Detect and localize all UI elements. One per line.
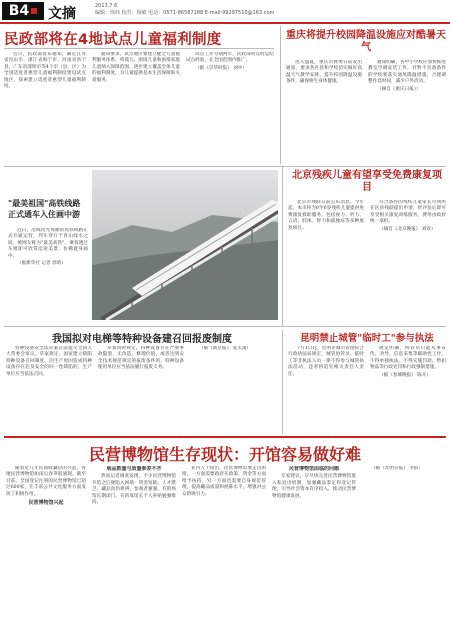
a7-col3	[182, 466, 266, 636]
a6-para-1: 7月1日起，昆明市城市管理综合行政执法局规定，城管协管员、临时工等非执法人员一律不得参与城管执法活动，违者将追究相关责任人责任。	[288, 346, 364, 377]
a3-col2	[370, 200, 446, 320]
col-divider-top	[280, 26, 281, 164]
header-editor: 编辑：徐炜 校对：杨敏 电话：0571-86587188 E-mail:99297510@163.com	[95, 10, 275, 16]
a7-subhead-1: 民营博物馆兴起	[28, 500, 64, 507]
a7-col1	[6, 466, 86, 636]
a7-para-1: 随着近几年民间收藏热的兴起，各地民营博物馆如雨后春笋般涌现。截至目前，全国登记注册的民营博物馆已超过600家，在丰富公共文化服务方面发挥了积极作用。	[6, 466, 86, 497]
a1-source: （据《京华时报》 刘中）	[195, 65, 247, 71]
a1-col3	[186, 52, 274, 160]
a5-para-1: 特种设备安全法草案日前提交全国人大常委会审议。草案规定，国家建立缺陷特种设备召回制度，因生产原因造成特种设备存在危及安全的同一性缺陷的，生产单位应当依法召回。	[6, 346, 92, 377]
a7-col2	[92, 466, 176, 636]
a7-subhead-3: 民营博物馆面临的问题	[288, 466, 339, 472]
a5-col3	[190, 346, 278, 432]
a4-source: （据新华社 记者 郭勇）	[17, 261, 66, 267]
a7-subhead-2: 展品数量与质量参差不齐	[106, 466, 162, 472]
a4-text	[8, 228, 88, 308]
a1-headline: 民政部将在4地试点儿童福利制度	[4, 32, 222, 48]
a2-para-2: 通知明确，各中小学校应加快推进教室空调安装工作，对暂不具备条件的学校要落实通风降温措施，合理调整作息时间，减少户外活动。	[368, 60, 446, 85]
a6-col2	[370, 346, 446, 432]
train-photo-icon	[92, 170, 278, 320]
a6-para-2: 规定明确，协管员只能从事宣传、劝导、信息采集等辅助性工作，不得单独执法，不得实施罚款、暂扣物品等行政处罚和行政强制措施。	[370, 346, 446, 371]
a2-col1	[286, 60, 362, 160]
col-divider-mid	[282, 166, 283, 326]
col-divider-low	[282, 330, 283, 434]
a5-para-2: 草案同时规定，特种设备存在严重事故隐患，无改造、修理价值，或者达到安全技术规范规定的报废条件的，特种设备使用单位应当依法履行报废义务。	[98, 346, 184, 371]
header-rule	[0, 22, 450, 24]
header-date: 2013.7.6	[95, 3, 118, 9]
section-name: 文摘	[48, 6, 76, 22]
photo-caption-headline: "最美祖国"高铁线路正式通车入住画中游	[8, 199, 81, 219]
a7-col5	[362, 466, 446, 636]
header-meta	[95, 3, 274, 17]
a2-para-1: 进入盛夏，重庆市教委日前发出通知，要求各区县和学校切实做好高温天气教学安排，提升校园降温设施条件，确保师生身体健康。	[286, 60, 362, 85]
row-divider-2	[4, 326, 446, 327]
a1-col2	[92, 52, 180, 160]
a7-col4	[272, 466, 356, 636]
a1-para-3: 试点工作为期两年，民政部将及时总结试点经验，在全国范围内推广。	[186, 52, 274, 64]
row-divider-1	[4, 166, 446, 167]
a5-col2	[98, 346, 184, 432]
a6-source: （据《春城晚报》 陈卉）	[379, 372, 431, 378]
header-marker-icon	[31, 8, 37, 14]
a3-headline: 北京残疾儿童有望享受免费康复项目	[292, 170, 442, 193]
feature-rule	[4, 436, 446, 438]
page-code-badge: B4	[2, 2, 44, 20]
a3-para-1: 北京市残联日前公布消息，今年起，本市将为0至6岁残疾儿童提供免费康复救助服务，包括视力、听力、言语、肢体、智力和孤独症等多种康复项目。	[288, 200, 364, 231]
a2-col2	[368, 60, 446, 160]
a7-para-3: 业内人士指出，民营博物馆要走出困境，一方面需要政府在政策、资金等方面给予扶持，另一方面也需要自身规范管理，提高藏品质量和展陈水平，增强对公众的吸引力。	[182, 466, 266, 497]
a7-headline: 民营博物馆生存现状：开馆容易做好难	[88, 445, 361, 464]
a7-source: （据《光明日报》 李韵）	[371, 466, 423, 471]
page-header	[0, 0, 450, 22]
a7-para-4: 专家建议，应尽快完善民营博物馆准入和退出机制，加强藏品鉴定和登记管理，引导社会资本有序投入，推动民营博物馆健康发展。	[272, 474, 356, 499]
a4-para-1: 近日，沿线风光秀丽的高铁线路正式开通运营，列车穿行于青山绿水之间，被网友称为"最美高铁"。乘客透过车窗即可欣赏沿途美景，仿佛置身画中。	[8, 228, 88, 259]
a3-source: （摘自《北京晚报》 刘欢）	[379, 226, 436, 232]
a2-source: （摘自《重庆日报》）	[377, 86, 421, 92]
a1-para-2: 通知要求，试点地区要建立健全儿童福利服务体系，将孤儿、困境儿童和困境家庭儿童纳入保障范围，逐步建立覆盖全体儿童的福利制度，为儿童提供基本生活保障和关爱服务。	[92, 52, 180, 83]
train-photo	[92, 170, 278, 320]
a6-col1	[288, 346, 364, 432]
a3-col1	[288, 200, 364, 320]
a5-col1	[6, 346, 92, 432]
a1-col1	[4, 52, 86, 160]
a7-para-2: 然而记者调查发现，不少民营博物馆开馆之后便陷入困境：资金短缺、人才匮乏、藏品真伪难辨、参观者寥寥。有的场馆长期闭门，有的靠馆长个人补贴勉强维持。	[92, 474, 176, 506]
a1-para-1: 近日，民政部发布通知，确定江苏省昆山市、浙江省海宁市、河南省洛宁县、广东省深圳市等4个市（县、区）为全国适度普惠型儿童福利制度建设试点地区，探索建立适度普惠型儿童福利制度。	[4, 52, 86, 90]
a6-headline: 昆明禁止城管"临时工"参与执法	[300, 333, 434, 344]
a5-headline: 我国拟对电梯等特种设备建召回报废制度	[52, 334, 232, 345]
a1-rule	[4, 48, 274, 49]
a5-source: （据《新京报》 张太凌）	[199, 346, 251, 351]
a3-para-2: 符合条件的残疾儿童家长可到所在区县残联提出申请，经评估后即可享受相关康复训练服务，费用由政府统一承担。	[370, 200, 446, 225]
a2-headline: 重庆将提升校园降温设施应对酷暑天气	[286, 30, 446, 53]
